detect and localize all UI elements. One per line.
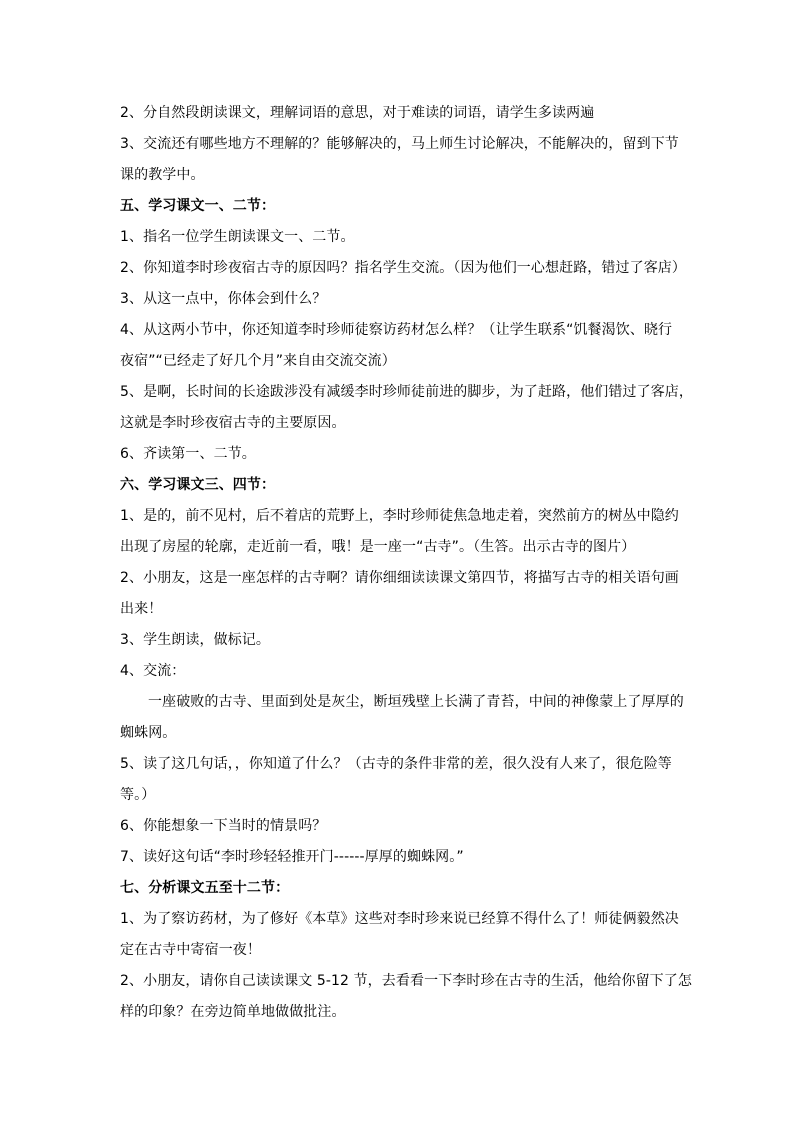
- text-line: 3、交流还有哪些地方不理解的？能够解决的，马上师生讨论解决，不能解决的，留到下节: [120, 136, 679, 152]
- text-line: 4、交流：: [120, 663, 186, 679]
- text-line: 6、齐读第一、二节。: [120, 446, 256, 462]
- text-line: 出现了房屋的轮廓，走近前一看，哦！是一座一“古寺”。（生答。出示古寺的图片）: [120, 539, 636, 555]
- text-line: 定在古寺中寄宿一夜！: [120, 942, 261, 958]
- text-line: 蜘蛛网。: [120, 725, 177, 741]
- text-line: 7、读好这句话“李时珍轻轻推开门------厚厚的蜘蛛网。”: [120, 849, 464, 865]
- text-line: 课的教学中。: [120, 167, 205, 183]
- text-line: 2、你知道李时珍夜宿古寺的原因吗？指名学生交流。（因为他们一心想赶路，错过了客店）: [120, 260, 687, 276]
- text-line: 夜宿”“已经走了好几个月”来自由交流交流）: [120, 353, 396, 369]
- text-line: 2、小朋友，请你自己读读课文 5-12 节，去看看一下李时珍在古寺的生活，他给你留下了怎: [120, 973, 692, 989]
- text-line: 等。）: [120, 787, 156, 803]
- text-line: 出来！: [120, 601, 163, 617]
- document-page: [120, 98, 694, 1028]
- text-line: 1、为了察访药材，为了修好《本草》这些对李时珍来说已经算不得什么了！师徒俩毅然决: [120, 911, 679, 927]
- text-line: 样的印象？在旁边简单地做做批注。: [120, 1004, 346, 1020]
- quoted-passage: 一座破败的古寺、里面到处是灰尘，断垣残壁上长满了青苔，中间的神像蒙上了厚厚的: [148, 694, 684, 710]
- section-heading: 六、学习课文三、四节：: [120, 477, 276, 493]
- text-line: 3、学生朗读，做标记。: [120, 632, 271, 648]
- text-line: 这就是李时珍夜宿古寺的主要原因。: [120, 415, 346, 431]
- text-line: 5、是啊，长时间的长途跋涉没有减缓李时珍师徒前进的脚步，为了赶路，他们错过了客店，: [120, 384, 694, 400]
- text-line: 1、是的，前不见村，后不着店的荒野上，李时珍师徒焦急地走着，突然前方的树丛中隐约: [120, 508, 679, 524]
- text-line: 2、分自然段朗读课文，理解词语的意思，对于难读的词语，请学生多读两遍: [120, 105, 595, 121]
- text-line: 6、你能想象一下当时的情景吗？: [120, 818, 327, 834]
- section-heading: 五、学习课文一、二节：: [120, 198, 276, 214]
- text-line: 5、读了这几句话，，你知道了什么？（古寺的条件非常的差，很久没有人来了，很危险等: [120, 756, 672, 772]
- section-heading: 七、分析课文五至十二节：: [120, 880, 290, 896]
- text-line: 4、从这两小节中，你还知道李时珍师徒察访药材怎么样？（让学生联系“饥餐渴饮、晓行: [120, 322, 673, 338]
- text-line: 2、小朋友，这是一座怎样的古寺啊？请你细细读读课文第四节，将描写古寺的相关语句画: [120, 570, 679, 586]
- text-line: 3、从这一点中，你体会到什么？: [120, 291, 327, 307]
- text-line: 1、指名一位学生朗读课文一、二节。: [120, 229, 355, 245]
